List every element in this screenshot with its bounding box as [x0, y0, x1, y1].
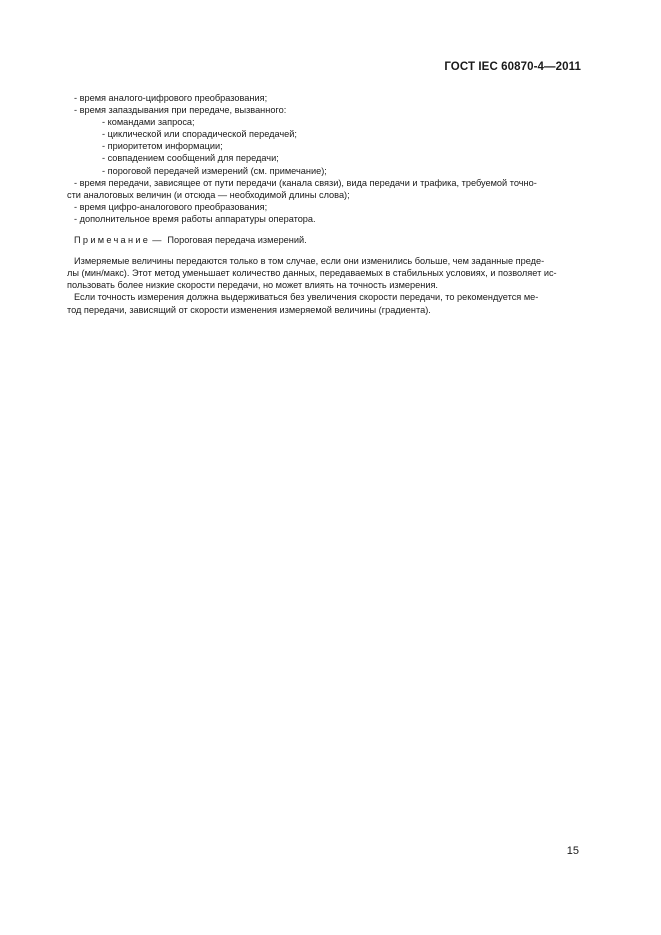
- note-dash: —: [152, 235, 162, 246]
- document-header: ГОСТ IEC 60870-4—2011: [444, 61, 581, 73]
- list-item: - время запаздывания при передаче, вызванного:: [74, 105, 287, 116]
- page-content: [67, 92, 582, 316]
- sub-list-item: - совпадением сообщений для передачи;: [102, 153, 279, 164]
- list-item-continuation: сти аналоговых величин (и отсюда — необходимой длины слова);: [67, 189, 350, 200]
- list-item: - время передачи, зависящее от пути передачи (канала связи), вида передачи и трафика, требуемой точно-: [74, 177, 537, 188]
- paragraph-line: тод передачи, зависящий от скорости изменения измеряемой величины (градиента).: [67, 304, 431, 315]
- sub-list-item: - приоритетом информации;: [102, 141, 223, 152]
- paragraph-line: Измеряемые величины передаются только в том случае, если они изменились больше, чем заданные преде-: [74, 256, 545, 267]
- sub-list-item: - циклической или спорадической передачей;: [102, 129, 297, 140]
- list-item: - время аналого-цифрового преобразования;: [74, 93, 268, 103]
- paragraph-line: лы (мин/макс). Этот метод уменьшает количество данных, передаваемых в стабильных условиях, и позволяет ис-: [67, 268, 557, 279]
- paragraph-line: Если точность измерения должна выдерживаться без увеличения скорости передачи, то рекомендуется ме-: [74, 292, 539, 303]
- note-text: Пороговая передача измерений.: [167, 235, 307, 246]
- paragraph-line: пользовать более низкие скорости передачи, но может влиять на точность измерения.: [67, 280, 438, 291]
- note: [74, 234, 582, 246]
- list-item: - дополнительное время работы аппаратуры оператора.: [74, 213, 316, 224]
- sub-list-item: - командами запроса;: [102, 117, 195, 128]
- list-item: - время цифро-аналогового преобразования;: [74, 201, 268, 212]
- sub-list-item: - пороговой передачей измерений (см. примечание);: [102, 165, 327, 176]
- note-label: Примечание: [74, 235, 151, 246]
- page-number: 15: [566, 845, 579, 857]
